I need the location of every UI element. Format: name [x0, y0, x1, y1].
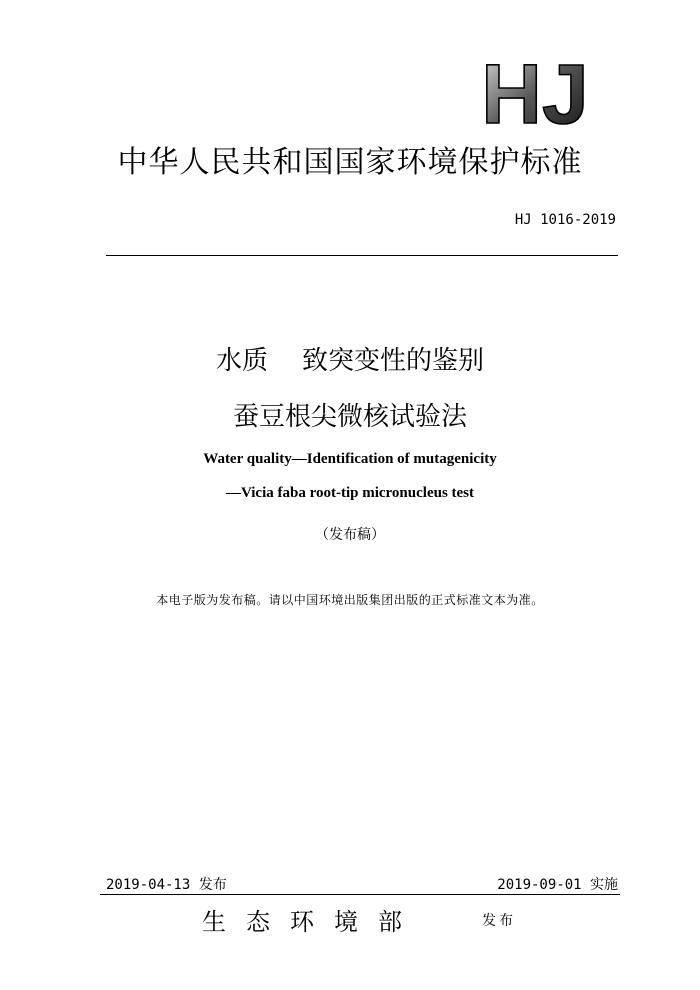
hj-logo-text: HJ	[481, 55, 589, 127]
publisher-name: 生态环境部	[202, 908, 422, 936]
chinese-title-line-2: 蚕豆根尖微核试验法	[232, 402, 467, 432]
effective-date: 2019-09-01 实施	[497, 877, 618, 893]
draft-label: （发布稿）	[315, 527, 385, 543]
footer-divider	[100, 894, 620, 895]
organization-title: 中华人民共和国国家环境保护标准	[117, 145, 583, 180]
english-title-line-1: Water quality—Identification of mutagenicity	[203, 451, 497, 467]
publish-label: 发布	[482, 913, 516, 929]
standard-number: HJ 1016-2019	[514, 212, 616, 228]
chinese-title-part-2: 致突变性的鉴别	[302, 346, 485, 376]
english-title-line-2: —Vicia faba root-tip micronucleus test	[225, 485, 475, 501]
chinese-title-line-1	[0, 340, 700, 377]
header-divider	[106, 255, 618, 256]
hj-logo	[470, 55, 600, 127]
chinese-title-part-1: 水质	[215, 346, 268, 376]
release-date: 2019-04-13 发布	[106, 877, 227, 893]
electronic-version-notice: 本电子版为发布稿。请以中国环境出版集团出版的正式标准文本为准。	[156, 593, 544, 607]
